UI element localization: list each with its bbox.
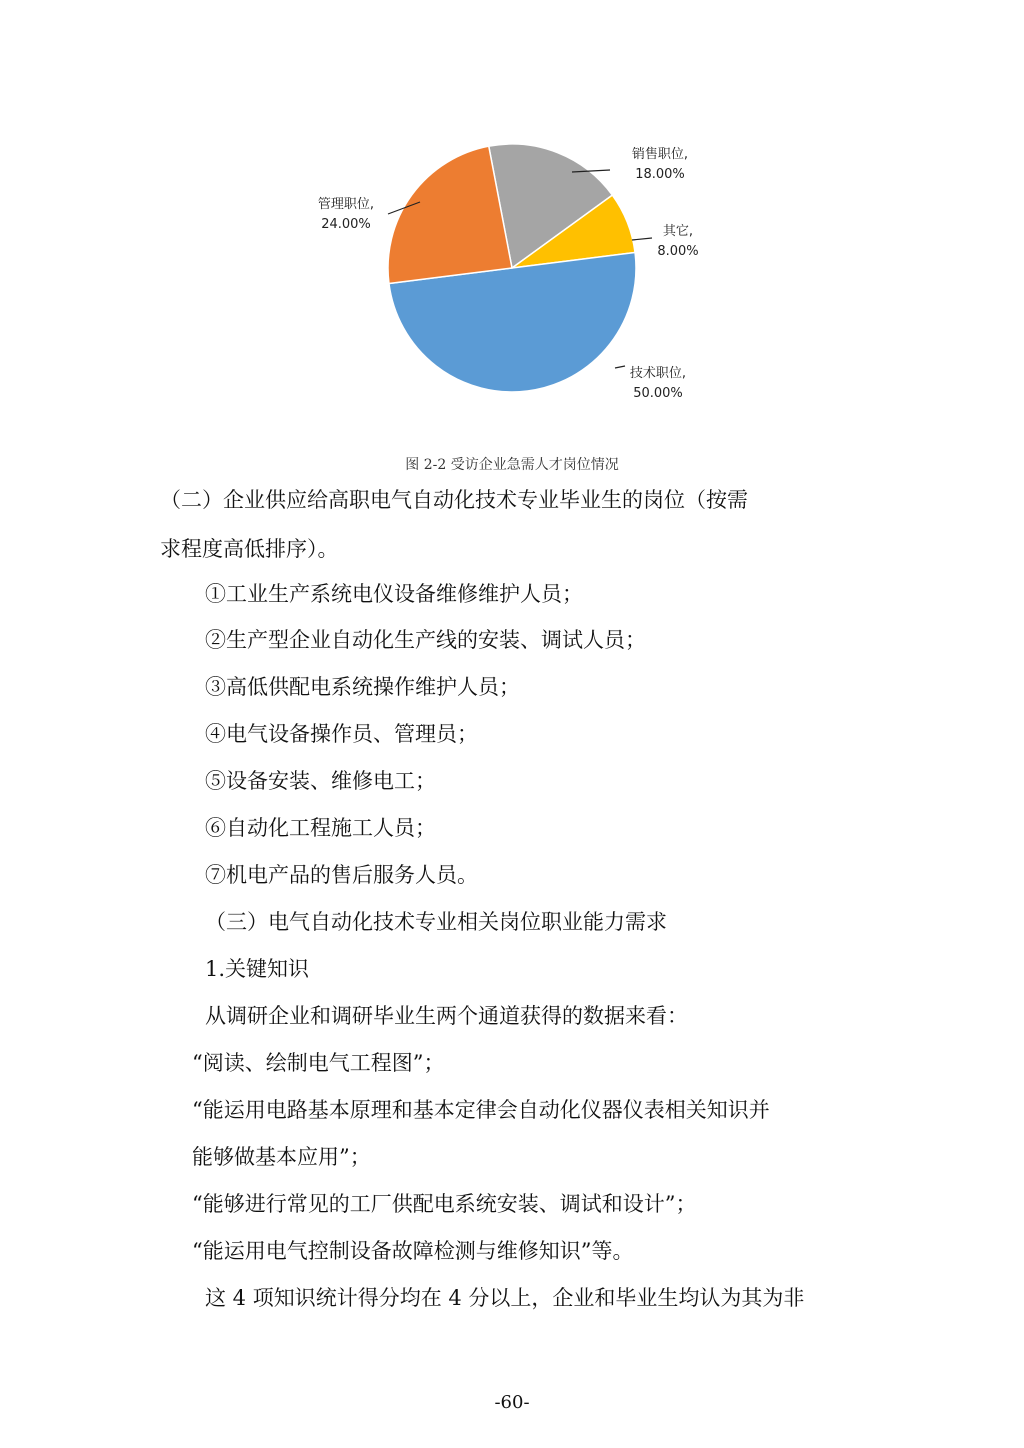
figure-caption: 图 2-2 受访企业急需人才岗位情况 bbox=[405, 457, 619, 473]
slice-label: 管理职位, bbox=[317, 197, 375, 212]
list-item: ⑤设备安装、维修电工； bbox=[205, 769, 436, 793]
slice-percent-label: 50.00% bbox=[633, 386, 683, 401]
list-item: ⑦机电产品的售后服务人员。 bbox=[205, 863, 478, 887]
section2-heading-line2: 求程度高低排序）。 bbox=[160, 537, 339, 561]
leader-line bbox=[615, 366, 625, 368]
list-item: ①工业生产系统电仪设备维修维护人员； bbox=[205, 582, 583, 606]
page-number: -60- bbox=[494, 1392, 530, 1413]
leader-line bbox=[632, 238, 652, 240]
list-item: ⑥自动化工程施工人员； bbox=[205, 816, 436, 840]
quote-line: 能够做基本应用”； bbox=[192, 1145, 371, 1169]
pie-chart bbox=[260, 130, 760, 430]
slice-percent-label: 8.00% bbox=[657, 244, 699, 259]
pie-slice bbox=[388, 146, 512, 283]
list-item: ④电气设备操作员、管理员； bbox=[205, 722, 478, 746]
list-item: ②生产型企业自动化生产线的安装、调试人员； bbox=[205, 628, 646, 652]
quote-line: “阅读、绘制电气工程图”； bbox=[192, 1051, 445, 1075]
section2-heading-line1: （二）企业供应给高职电气自动化技术专业毕业生的岗位（按需 bbox=[160, 488, 748, 512]
section3-heading: （三）电气自动化技术专业相关岗位职业能力需求 bbox=[205, 910, 667, 934]
quote-line: “能够进行常见的工厂供配电系统安装、调试和设计”； bbox=[192, 1192, 697, 1216]
slice-percent-label: 24.00% bbox=[321, 217, 371, 232]
slice-label: 销售职位, bbox=[631, 147, 689, 162]
subheading: 1.关键知识 bbox=[205, 957, 310, 981]
paragraph: 从调研企业和调研毕业生两个通道获得的数据来看： bbox=[205, 1004, 688, 1028]
slice-label: 技术职位, bbox=[629, 366, 687, 381]
paragraph: 这 4 项知识统计得分均在 4 分以上，企业和毕业生均认为其为非 bbox=[205, 1286, 805, 1310]
quote-line: “能运用电气控制设备故障检测与维修知识”等。 bbox=[192, 1239, 634, 1263]
quote-line: “能运用电路基本原理和基本定律会自动化仪器仪表相关知识并 bbox=[192, 1098, 770, 1122]
slice-label: 其它, bbox=[662, 224, 694, 239]
list-item: ③高低供配电系统操作维护人员； bbox=[205, 675, 520, 699]
slice-percent-label: 18.00% bbox=[635, 167, 685, 182]
